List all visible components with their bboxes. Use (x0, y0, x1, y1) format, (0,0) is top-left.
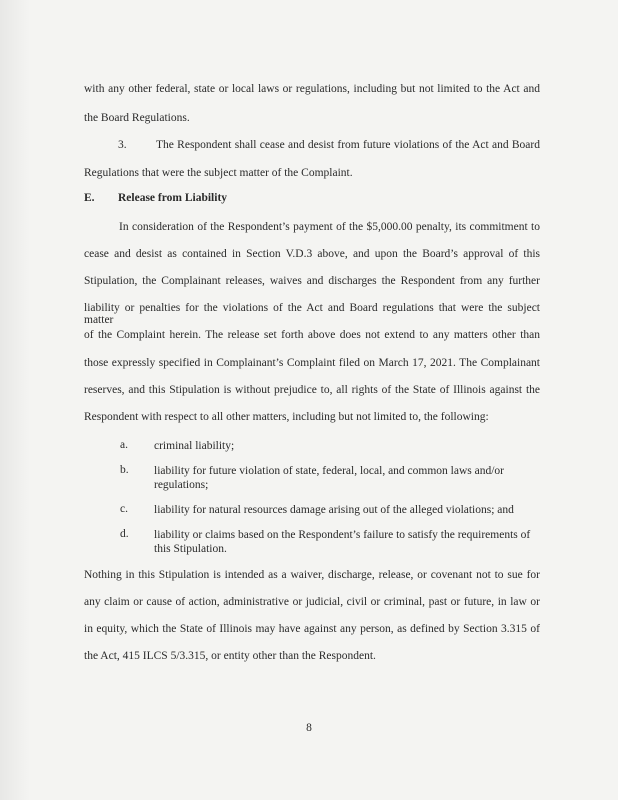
list-item-letter: b. (120, 464, 129, 476)
list-item-text: criminal liability; (154, 440, 235, 452)
release-line-2: cease and desist as contained in Section V.D.3 above, and upon the Board’s approval of this (84, 248, 540, 260)
list-item-text: liability for natural resources damage arising out of the alleged violations; and (154, 504, 514, 516)
paragraph-number: 3. (118, 139, 127, 151)
list-item-text: liability for future violation of state, federal, local, and common laws and/or regulations; (154, 465, 505, 491)
paragraph-3-line-1: The Respondent shall cease and desist from future violations of the Act and Board (156, 139, 540, 151)
release-line-1: In consideration of the Respondent’s payment of the $5,000.00 penalty, its commitment to (119, 221, 540, 233)
list-item-letter: c. (120, 503, 128, 515)
release-line-6: those expressly specified in Complainant’s Complaint filed on March 17, 2021. The Complainant (84, 357, 540, 369)
paragraph-3-line-2: Regulations that were the subject matter of the Complaint. (84, 167, 353, 179)
release-line-8: Respondent with respect to all other matters, including but not limited to, the following: (84, 411, 489, 423)
section-heading (84, 192, 227, 204)
release-line-7: reserves, and this Stipulation is without prejudice to, all rights of the State of Illinois against the (84, 384, 540, 396)
continuation-line-1: with any other federal, state or local laws or regulations, including but not limited to the Act and (84, 83, 540, 95)
continuation-line-2: the Board Regulations. (84, 112, 190, 124)
closing-line-4: the Act, 415 ILCS 5/3.315, or entity other than the Respondent. (84, 650, 376, 662)
closing-line-3: in equity, which the State of Illinois may have against any person, as defined by Section 3.315 of (84, 623, 540, 635)
release-line-3: Stipulation, the Complainant releases, waives and discharges the Respondent from any further (84, 275, 540, 287)
release-line-4: liability or penalties for the violations of the Act and Board regulations that were the subject matter (84, 302, 540, 326)
list-item-letter: d. (120, 528, 129, 540)
page-number: 8 (306, 722, 312, 734)
section-letter: E. (84, 192, 95, 204)
release-line-5: of the Complaint herein. The release set forth above does not extend to any matters other than (84, 329, 540, 341)
list-item-letter: a. (120, 439, 128, 451)
section-title: Release from Liability (118, 192, 228, 204)
closing-line-1: Nothing in this Stipulation is intended as a waiver, discharge, release, or covenant not to sue for (84, 569, 540, 581)
scan-edge-shadow (0, 0, 30, 800)
closing-line-2: any claim or cause of action, administrative or judicial, civil or criminal, past or future, in law or (84, 596, 540, 608)
list-item-text: liability or claims based on the Respondent’s failure to satisfy the requirements of this Stipulation. (154, 529, 531, 555)
